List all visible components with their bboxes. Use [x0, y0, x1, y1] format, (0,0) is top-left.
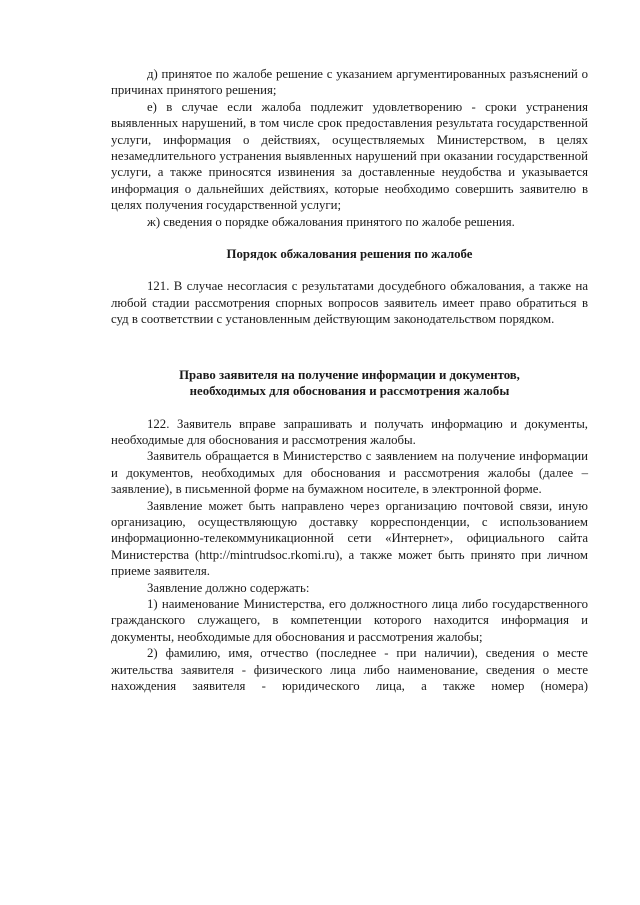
paragraph-contents-item-1: 1) наименование Министерства, его должностного лица либо государственного гражданского служащего, в компетенции которого находится информация и документы, необходимые для обоснования и рассмотрения жалобы;	[111, 596, 588, 644]
paragraph-121: 121. В случае несогласия с результатами досудебного обжалования, а также на любой стадии рассмотрения спорных вопросов заявитель имеет право обратиться в суд в соответствии с установленным действующим законодательством порядком.	[111, 279, 588, 327]
paragraph-application-contents-intro: Заявление должно содержать:	[147, 580, 310, 595]
paragraph-application-channels: Заявление может быть направлено через организацию почтовой связи, иную организацию, осуществляющую доставку корреспонденции, с использованием информационно-телекоммуникационной сети «Интернет», официального сайта Министерства (http://mintrudsoc.rkomi.ru), а также может быть принято при личном приеме заявителя.	[111, 498, 588, 579]
document-body	[111, 66, 588, 694]
paragraph-item-e: е) в случае если жалоба подлежит удовлетворению - сроки устранения выявленных нарушений, в том числе срок предоставления результата государственной услуги, информация о действиях, осуществляемых Министерством, в целях незамедлительного устранения выявленных нарушений при оказании государственной услуги, а также приносятся извинения за доставленные неудобства и указывается информация о дальнейших действиях, которые необходимо совершить заявителю в целях получения государственной услуги;	[111, 99, 588, 213]
section-heading-right-to-information-line2: необходимых для обоснования и рассмотрения жалобы	[189, 384, 510, 399]
paragraph-contents-item-2: 2) фамилию, имя, отчество (последнее - при наличии), сведения о месте жительства заявителя - физического лица либо наименование, сведения о месте нахождения заявителя - юридического лица, а также номер (номера)	[111, 646, 588, 693]
paragraph-item-d: д) принятое по жалобе решение с указанием аргументированных разъяснений о причинах принятого решения;	[111, 67, 588, 98]
paragraph-122: 122. Заявитель вправе запрашивать и получать информацию и документы, необходимые для обоснования и рассмотрения жалобы.	[111, 416, 588, 447]
section-heading-appeal-procedure: Порядок обжалования решения по жалобе	[226, 247, 473, 262]
paragraph-application-submission: Заявитель обращается в Министерство с заявлением на получение информации и документов, необходимых для обоснования и рассмотрения жалобы (далее – заявление), в письменной форме на бумажном носителе, в электронной форме.	[111, 449, 588, 497]
section-heading-right-to-information-line1: Право заявителя на получение информации и документов,	[179, 367, 520, 382]
paragraph-item-zh: ж) сведения о порядке обжалования принятого по жалобе решения.	[147, 214, 515, 229]
